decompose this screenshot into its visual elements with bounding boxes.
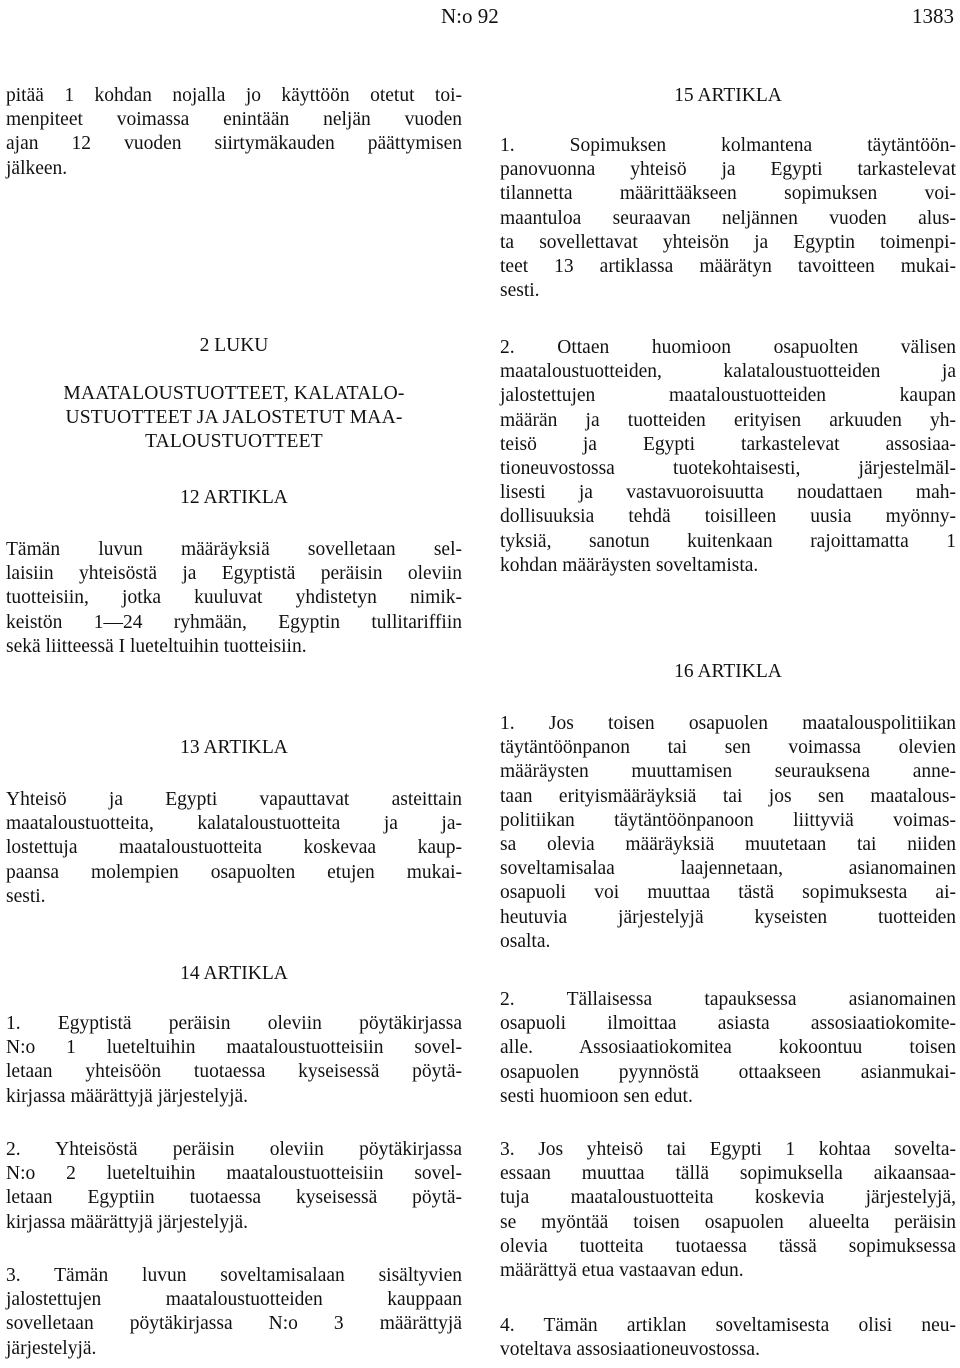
- text-line: tuja maataloustuotteita koskevia järjestelyjä,: [500, 1187, 956, 1209]
- text-line: tyksiä, sanotun kuitenkaan rajoittamatta 1: [500, 530, 956, 552]
- text-line: 1. Sopimuksen kolmantena täytäntöön-: [500, 135, 956, 156]
- text-line: sesti huomioon sen edut.: [500, 1085, 693, 1107]
- article-12-heading: 12 ARTIKLA: [180, 487, 288, 508]
- text-line: pitää 1 kohdan nojalla jo käyttöön otetut toi-: [6, 85, 462, 106]
- article-15-paragraph-1: [500, 134, 956, 303]
- text-line: ta sovellettavat yhteisön ja Egyptin toimenpi-: [500, 231, 956, 253]
- text-line: lisesti ja vastavuoroisuutta noudattaen mah-: [500, 482, 956, 504]
- text-line: määrättyä etua vastaavan edun.: [500, 1260, 744, 1282]
- text-line: Yhteisö ja Egypti vapauttavat asteittain: [6, 789, 462, 810]
- article-16-paragraph-4: [500, 1314, 956, 1362]
- text-line: laisiin yhteisöstä ja Egyptistä peräisin oleviin: [6, 563, 462, 585]
- article-14-paragraph-3: [6, 1264, 462, 1361]
- intro-paragraph: [6, 84, 462, 181]
- text-line: lostettuja maataloustuotteita koskevaa kaup-: [6, 837, 462, 859]
- text-line: paansa molempien osapuolten etujen mukai-: [6, 861, 462, 883]
- text-line: osalta.: [500, 930, 551, 952]
- text-line: osapuoli voi muuttaa tästä sopimuksesta ai-: [500, 882, 956, 904]
- text-line: sesti.: [6, 885, 46, 907]
- article-16-paragraph-1: [500, 712, 956, 954]
- article-15-heading: 15 ARTIKLA: [674, 85, 782, 106]
- text-line: 3. Tämän luvun soveltamisalaan sisältyvien: [6, 1265, 462, 1286]
- article-14-paragraph-1: [6, 1012, 462, 1109]
- text-line: alle. Assosiaatiokomitea kokoontuu toisen: [500, 1037, 956, 1059]
- text-line: N:o 2 lueteltuihin maataloustuotteisiin sovel-: [6, 1163, 462, 1185]
- text-line: määräysten muuttamisen seurauksena anne-: [500, 761, 956, 783]
- article-12-text: [6, 538, 462, 659]
- chapter-heading: 2 LUKU: [199, 335, 269, 356]
- article-14-heading: 14 ARTIKLA: [180, 963, 288, 984]
- chapter-title: [6, 382, 462, 455]
- text-line: teet 13 artiklassa määrätyn tavoitteen mukai-: [500, 256, 956, 278]
- article-16-paragraph-3: [500, 1138, 956, 1283]
- text-line: maataloustuotteiden, kalataloustuotteiden ja: [500, 361, 956, 383]
- text-line: keistön 1—24 ryhmään, Egyptin tullitariffiin: [6, 611, 462, 633]
- article-14-paragraph-2: [6, 1138, 462, 1235]
- text-line: voteltava assosiaationeuvostossa.: [500, 1339, 760, 1361]
- text-line: järjestelyjä.: [6, 1337, 97, 1359]
- text-line: 1. Egyptistä peräisin oleviin pöytäkirjassa: [6, 1013, 462, 1034]
- text-line: kirjassa määrättyjä järjestelyjä.: [6, 1211, 249, 1233]
- article-16-heading: 16 ARTIKLA: [674, 661, 782, 682]
- text-line: heutuvia järjestelyjä kyseisten tuotteiden: [500, 906, 956, 928]
- text-line: maataloustuotteita, kalataloustuotteita ja ja-: [6, 813, 462, 835]
- text-line: taan erityismääräyksiä tai jos sen maatalous-: [500, 785, 956, 807]
- text-line: 1. Jos toisen osapuolen maatalouspolitiikan: [500, 713, 956, 734]
- text-line: letaan Egyptiin tuotaessa kyseisessä pöytä-: [6, 1187, 462, 1209]
- page-header: [0, 4, 960, 34]
- text-line: olevia tuotteita tuotaessa tässä sopimuksessa: [500, 1235, 956, 1257]
- text-line: N:o 1 lueteltuihin maataloustuotteisiin sovel-: [6, 1037, 462, 1059]
- title-line: MAATALOUSTUOTTEET, KALATALO-: [63, 383, 405, 404]
- text-line: sekä liitteessä I lueteltuihin tuotteisiin.: [6, 635, 307, 657]
- article-13-text: [6, 788, 462, 909]
- text-line: soveltamisalaa laajennetaan, asianomainen: [500, 858, 956, 880]
- text-line: essaan muuttaa tällä sopimuksella aikaansaa-: [500, 1163, 956, 1185]
- text-line: 2. Yhteisöstä peräisin oleviin pöytäkirjassa: [6, 1139, 462, 1160]
- text-line: sovelletaan pöytäkirjassa N:o 3 määrättyjä: [6, 1313, 462, 1335]
- text-line: dollisuuksia tehdä toisilleen uusia myönny-: [500, 506, 956, 528]
- text-line: Tämän luvun määräyksiä sovelletaan sel-: [6, 539, 462, 560]
- text-line: teisö ja Egypti tarkastelevat assosiaa-: [500, 433, 956, 455]
- title-line: TALOUSTUOTTEET: [145, 431, 323, 453]
- text-line: tuotteisiin, jotka kuuluvat yhdistetyn nimik-: [6, 587, 462, 609]
- text-line: jalostettujen maataloustuotteiden kaupan: [500, 385, 956, 407]
- title-line: USTUOTTEET JA JALOSTETUT MAA-: [65, 407, 403, 429]
- text-line: täytäntöönpanon tai sen voimassa olevien: [500, 737, 956, 759]
- text-line: kirjassa määrättyjä järjestelyjä.: [6, 1085, 249, 1107]
- page-number: 1383: [912, 4, 954, 28]
- text-line: ajan 12 vuoden siirtymäkauden päättymisen: [6, 133, 462, 155]
- article-13-heading: 13 ARTIKLA: [180, 737, 288, 758]
- text-line: se myöntää toisen osapuolen alueelta peräisin: [500, 1211, 956, 1233]
- text-line: osapuolen pyynnöstä ottaakseen asianmukai-: [500, 1061, 956, 1083]
- text-line: 4. Tämän artiklan soveltamisesta olisi neu-: [500, 1315, 956, 1336]
- text-line: 2. Ottaen huomioon osapuolten välisen: [500, 337, 956, 358]
- text-line: jalostettujen maataloustuotteiden kauppaan: [6, 1289, 462, 1311]
- text-line: tilannetta määrittääkseen sopimuksen voi-: [500, 183, 956, 205]
- text-line: 3. Jos yhteisö tai Egypti 1 kohtaa sovelta-: [500, 1139, 956, 1160]
- article-15-paragraph-2: [500, 336, 956, 578]
- text-line: määrän ja tuotteiden erityisen arkuuden yh-: [500, 409, 956, 431]
- text-line: sa olevia määräyksiä muutetaan tai niiden: [500, 834, 956, 856]
- text-line: kohdan määräysten soveltamista.: [500, 554, 759, 576]
- text-line: panovuonna yhteisö ja Egypti tarkastelevat: [500, 159, 956, 181]
- article-16-paragraph-2: [500, 988, 956, 1109]
- text-line: menpiteet voimassa enintään neljän vuoden: [6, 109, 462, 131]
- text-line: tioneuvostossa tuotekohtaisesti, järjestelmäl-: [500, 458, 956, 480]
- issue-number: N:o 92: [441, 4, 499, 28]
- text-line: jälkeen.: [6, 157, 68, 179]
- text-line: maantuloa seuraavan neljännen vuoden alus-: [500, 207, 956, 229]
- text-line: 2. Tällaisessa tapauksessa asianomainen: [500, 989, 956, 1010]
- text-line: letaan yhteisöön tuotaessa kyseisessä pöytä-: [6, 1061, 462, 1083]
- text-line: osapuoli ilmoittaa asiasta assosiaatiokomite-: [500, 1013, 956, 1035]
- text-line: sesti.: [500, 280, 540, 302]
- text-line: politiikan täytäntöönpanoon liittyviä voimas-: [500, 809, 956, 831]
